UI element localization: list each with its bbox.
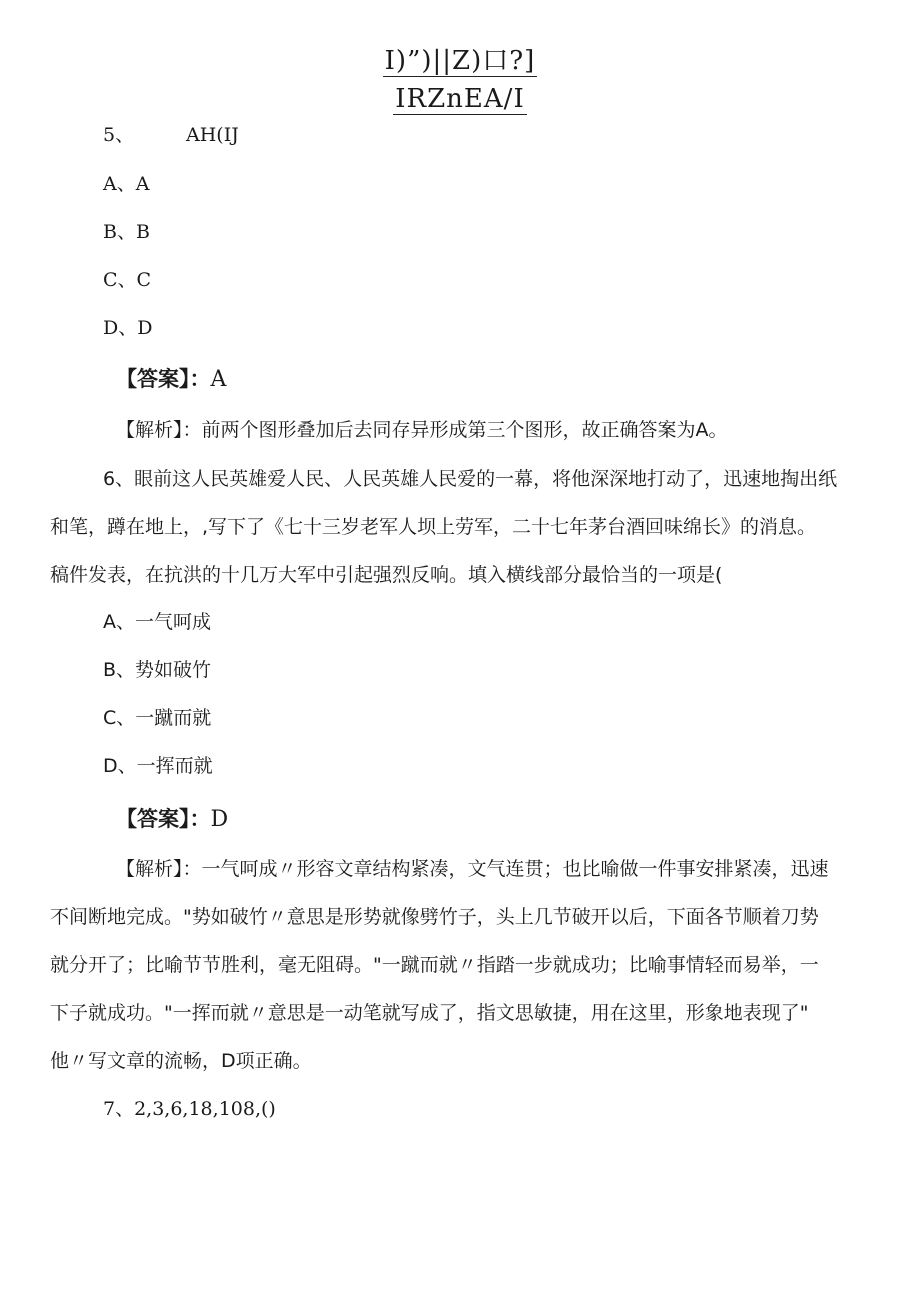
q5-option-a: A、A <box>103 173 150 195</box>
q5-stem: AH(IJ <box>186 124 239 146</box>
answer-value: D <box>210 807 229 832</box>
answer-value: A <box>210 367 227 392</box>
q7-stem: 7、2,3,6,18,108,() <box>103 1098 276 1120</box>
figure-label-line-2 <box>0 86 920 115</box>
q6-analysis-line-2: 不间断地完成。"势如破竹〃意思是形势就像劈竹子，头上几节破开以后，下面各节顺着刀势 <box>50 906 819 928</box>
q5-option-c: C、C <box>103 269 152 291</box>
figure-label-line-1 <box>0 48 920 77</box>
q5-option-b: B、B <box>103 221 150 243</box>
q6-option-c: C、一蹴而就 <box>103 707 212 729</box>
q6-analysis-line-5: 他〃写文章的流畅，D项正确。 <box>50 1050 312 1072</box>
q5-answer <box>116 369 226 391</box>
q6-option-b: B、势如破竹 <box>103 659 212 681</box>
figure-text-1: I)”)||Z)口?] <box>384 46 536 76</box>
q6-option-d: D、一挥而就 <box>103 755 213 777</box>
q6-analysis-line-1: 【解析】：一气呵成〃形容文章结构紧凑，文气连贯；也比喻做一件事安排紧凑，迅速 <box>116 858 829 880</box>
q6-stem-line-1: 6、眼前这人民英雄爱人民、人民英雄人民爱的一幕，将他深深地打动了，迅速地掏出纸 <box>103 468 838 490</box>
q6-answer <box>116 809 228 831</box>
answer-label: 【答案】： <box>116 367 211 391</box>
q6-analysis-line-3: 就分开了；比喻节节胜利，毫无阻碍。"一蹴而就〃指踏一步就成功；比喻事情轻而易举，一 <box>50 954 819 976</box>
q6-analysis <box>50 845 870 1085</box>
figure-text-2: IRZnEA/I <box>395 84 525 114</box>
q6-stem-line-2: 和笔，蹲在地上，,写下了《七十三岁老军人坝上劳军，二十七年茅台酒回味绵长》的消息。 <box>50 516 817 538</box>
q6-stem-line-3: 稿件发表，在抗洪的十几万大军中引起强烈反响。填入横线部分最恰当的一项是( <box>50 564 723 586</box>
q6-option-a: A、一气呵成 <box>103 611 211 633</box>
q5-analysis: 【解析】：前两个图形叠加后去同存异形成第三个图形，故正确答案为A。 <box>116 419 728 441</box>
q6-stem <box>50 455 870 599</box>
answer-label: 【答案】： <box>116 807 211 831</box>
q5-option-d: D、D <box>103 317 153 339</box>
q6-analysis-line-4: 下子就成功。"一挥而就〃意思是一动笔就写成了，指文思敏捷，用在这里，形象地表现了" <box>50 1002 809 1024</box>
q5-number: 5、 <box>103 124 135 146</box>
